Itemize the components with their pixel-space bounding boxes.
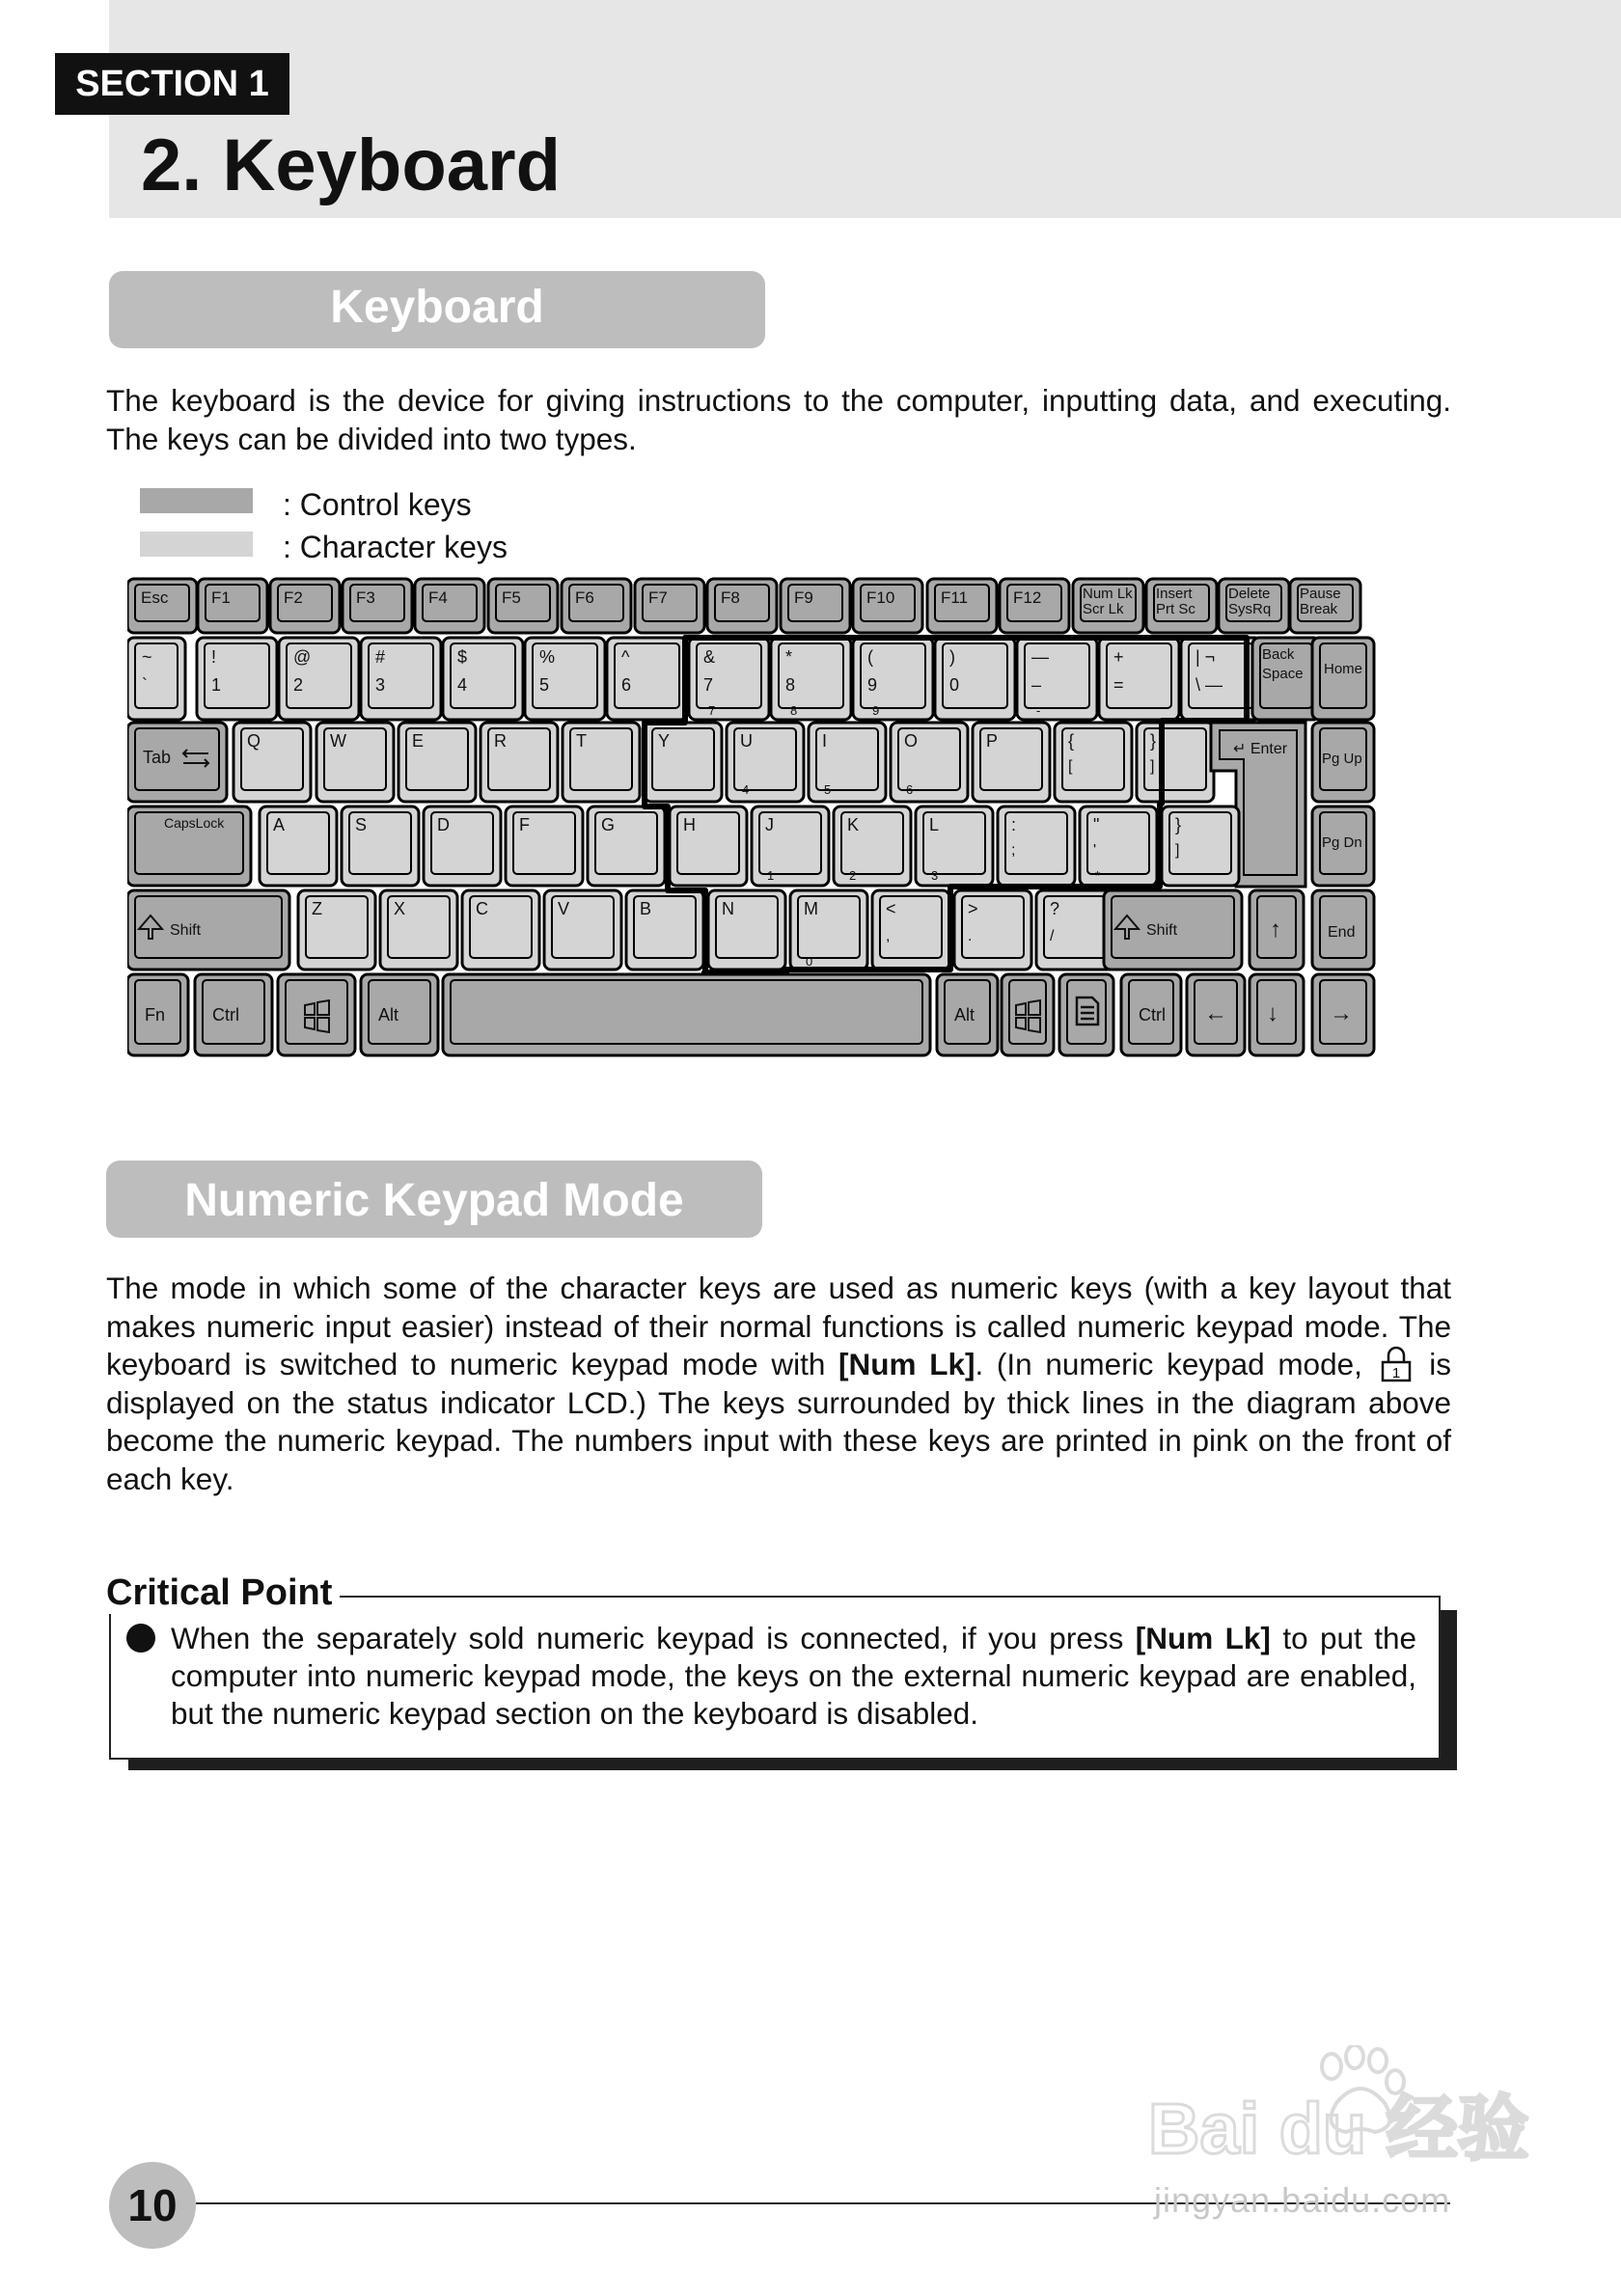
key-label: F11: [941, 588, 969, 607]
numeric-text-2: . (In numeric keypad mode,: [975, 1347, 1376, 1381]
cp-text-1: When the separately sold numeric keypad is connected, if you press: [171, 1621, 1136, 1655]
key-label-top: C: [476, 899, 488, 918]
key-label-top: X: [394, 899, 406, 918]
key-label-top: }: [1175, 815, 1182, 834]
key-2[interactable]: [279, 638, 359, 720]
key-label: Esc: [141, 588, 169, 607]
key-q[interactable]: [234, 723, 311, 802]
key-label: Home: [1324, 661, 1363, 677]
key-shift-left[interactable]: [127, 890, 289, 970]
key-f7[interactable]: [635, 579, 704, 633]
key-pause[interactable]: [1290, 579, 1360, 633]
key-label-top: E: [412, 731, 425, 751]
key-label: Pg Dn: [1322, 834, 1362, 851]
key-label-top: V: [558, 899, 570, 918]
key-label: Alt: [378, 1005, 399, 1025]
key-label: F4: [428, 588, 448, 607]
key-label: Ctrl: [212, 1005, 239, 1025]
key-pad-label: 9: [872, 703, 880, 718]
key-windows-left[interactable]: [278, 974, 355, 1055]
key-label: Fn: [145, 1005, 166, 1025]
key-label: Ctrl: [1139, 1005, 1166, 1025]
key-j[interactable]: [752, 806, 829, 886]
key-label-top: *: [785, 647, 793, 667]
key-pad-label: 8: [790, 703, 798, 718]
key-label-top: U: [740, 731, 753, 751]
key-f10[interactable]: [853, 579, 922, 633]
key-u[interactable]: [727, 723, 804, 802]
key-label-bottom: ]: [1175, 842, 1180, 859]
key-label-bottom: ]: [1150, 758, 1155, 775]
key-5[interactable]: [525, 638, 605, 720]
key-label-top: T: [576, 731, 587, 751]
key-pgup[interactable]: [1312, 723, 1374, 802]
key-label-top: @: [293, 647, 312, 667]
key-f2[interactable]: [270, 579, 340, 633]
key-label-bottom: 6: [621, 675, 632, 695]
key-f6[interactable]: [562, 579, 631, 633]
key-label: F2: [284, 588, 303, 607]
key-label: F8: [721, 588, 740, 607]
key-9[interactable]: [853, 638, 933, 720]
key-label-bottom: ': [1093, 842, 1097, 859]
key-sym[interactable]: [1017, 638, 1097, 720]
key-label-top: A: [273, 815, 286, 834]
key-label-bottom: 4: [457, 675, 468, 695]
key-pad-label: 1: [767, 868, 775, 883]
key-label-bottom: –: [1031, 675, 1042, 695]
key-t[interactable]: [563, 723, 640, 802]
key-f12[interactable]: [1000, 579, 1069, 633]
key-label-bottom: .: [968, 928, 973, 944]
key-label-bottom: 1: [211, 675, 222, 695]
numlk-key-ref: [Num Lk]: [838, 1347, 975, 1381]
key-3[interactable]: [361, 638, 441, 720]
key-label: End: [1328, 924, 1356, 941]
key-label-top: !: [211, 647, 217, 667]
section-tag: SECTION 1: [55, 53, 289, 115]
key-label: ↵ Enter: [1233, 741, 1288, 757]
key-label-top: &: [703, 647, 716, 667]
key-menu[interactable]: [1059, 974, 1113, 1055]
key-left-brace[interactable]: [1055, 723, 1132, 802]
key-label: Tab: [143, 748, 172, 767]
key-label-top: P: [986, 731, 999, 751]
key-6[interactable]: [607, 638, 687, 720]
key-label-top: {: [1068, 731, 1075, 751]
key-k[interactable]: [834, 806, 911, 886]
key-r[interactable]: [481, 723, 558, 802]
key-y[interactable]: [645, 723, 722, 802]
key-label-top: >: [968, 899, 978, 918]
key-label-top: Num Lk: [1083, 586, 1133, 602]
key-label-bottom: Break: [1300, 601, 1338, 617]
cp-text-2: to put the computer into numeric keypad mode, the keys on the external numeric keypad are enabled, but the numeric keypad section on the keyboard is disabled.: [171, 1621, 1416, 1731]
key-label-top: Q: [247, 731, 261, 751]
key-label-top: F: [519, 815, 530, 834]
key-comma[interactable]: [872, 890, 949, 970]
key-pad-label: 6: [906, 782, 914, 797]
legend-swatch-character: [140, 532, 253, 557]
key-p[interactable]: [973, 723, 1050, 802]
key-pgdn[interactable]: [1312, 806, 1374, 886]
key-insert[interactable]: [1146, 579, 1217, 633]
key-b[interactable]: [626, 890, 703, 970]
key-label: F6: [575, 588, 594, 607]
key-backtick[interactable]: [127, 638, 185, 720]
key-ctrl-left[interactable]: [195, 974, 272, 1055]
key-right-bracket[interactable]: [1162, 806, 1239, 886]
key-label-top: <: [886, 899, 896, 918]
numeric-text-1: The mode in which some of the character keys are used as numeric keys (with a key layout that makes numeric input easier) instead of their normal functions is called numeric keypad mode. The keyboard is switched to numeric keypad mode with: [106, 1271, 1451, 1381]
key-label-top: Y: [658, 731, 671, 751]
key-l[interactable]: [916, 806, 993, 886]
key-left-arrow[interactable]: [1187, 974, 1245, 1055]
key-f9[interactable]: [781, 579, 850, 633]
key-label-top: K: [847, 815, 860, 834]
key-label-top: Z: [312, 899, 322, 918]
key-label-top: :: [1011, 815, 1017, 834]
key-m[interactable]: [790, 890, 867, 970]
critical-point-title: Critical Point: [106, 1572, 340, 1614]
key-label: CapsLock: [164, 815, 225, 831]
key-label-bottom: Scr Lk: [1083, 601, 1124, 617]
key-label-top: +: [1113, 647, 1124, 667]
legend-label-character: : Character keys: [283, 530, 508, 564]
key-label: F10: [866, 588, 895, 607]
intro-paragraph: The keyboard is the device for giving instructions to the computer, inputting data, and executing. The keys can be divided into two types.: [106, 383, 1451, 456]
bullet-icon: [126, 1624, 155, 1653]
key-pad-label: *: [1095, 868, 1101, 883]
critical-point-text: [171, 1620, 1416, 1733]
key-label-top: Back: [1262, 646, 1295, 663]
numeric-text-3: is displayed on the status indicator LCD.) The keys surrounded by thick lines in the diagram above become the numeric keypad. The numbers input with these keys are printed in pink on the front of each key.: [106, 1347, 1451, 1496]
key-label-top: O: [904, 731, 919, 751]
watermark-brand: Bai du 经验: [1148, 2089, 1529, 2169]
key-label-top: —: [1031, 647, 1049, 667]
key-capslock[interactable]: [127, 806, 251, 886]
key-label-bottom: SysRq: [1228, 601, 1272, 617]
legend-label-control: : Control keys: [283, 487, 472, 522]
key-alt-right[interactable]: [937, 974, 998, 1055]
key-w[interactable]: [316, 723, 394, 802]
key-h[interactable]: [670, 806, 747, 886]
key-a[interactable]: [260, 806, 337, 886]
key-label-top: }: [1150, 731, 1157, 751]
key-label-bottom: 2: [293, 675, 304, 695]
key-f[interactable]: [506, 806, 583, 886]
key-label-top: L: [929, 815, 940, 834]
key-label: F5: [502, 588, 521, 607]
key-label-top: ": [1093, 815, 1100, 834]
key-label-bottom: \ —: [1195, 675, 1223, 695]
key-label-top: H: [683, 815, 696, 834]
key-f4[interactable]: [415, 579, 484, 633]
key-pad-label: 7: [708, 703, 716, 718]
key-label-top: Insert: [1156, 586, 1193, 602]
watermark-url: jingyan.baidu.com: [1154, 2180, 1451, 2220]
key-down-arrow[interactable]: [1250, 974, 1304, 1055]
key-label-bottom: Space: [1262, 666, 1304, 682]
key-label-bottom: 5: [539, 675, 550, 695]
key-label: Pg Up: [1322, 751, 1362, 767]
key-label-bottom: /: [1050, 928, 1055, 944]
key-f3[interactable]: [343, 579, 412, 633]
key-label-top: Delete: [1228, 586, 1271, 602]
key-label-top: (: [867, 647, 873, 667]
key-label-top: ): [949, 647, 955, 667]
key-4[interactable]: [443, 638, 523, 720]
cp-numlk-ref: [Num Lk]: [1135, 1621, 1271, 1655]
key-label-bottom: 8: [785, 675, 796, 695]
key-label: F9: [794, 588, 813, 607]
key-period[interactable]: [954, 890, 1031, 970]
key-f1[interactable]: [198, 579, 267, 633]
key-label-bottom: `: [142, 675, 148, 695]
key-f8[interactable]: [707, 579, 777, 633]
key-label-top: ?: [1050, 899, 1060, 918]
key-label-top: ~: [142, 647, 152, 667]
key-quote[interactable]: [1080, 806, 1157, 886]
key-label-bottom: 3: [375, 675, 386, 695]
key-label-top: | ¬: [1195, 647, 1216, 667]
key-label: F1: [211, 588, 231, 607]
key-label-top: W: [330, 731, 346, 751]
key-pad-label: 3: [931, 868, 939, 883]
key-label: Alt: [954, 1005, 975, 1025]
key-label-top: %: [539, 647, 556, 667]
key-pad-label: 0: [806, 954, 813, 969]
key-right-brace[interactable]: [1137, 723, 1214, 802]
key-numlk[interactable]: [1073, 579, 1143, 633]
key-e[interactable]: [398, 723, 476, 802]
key-v[interactable]: [544, 890, 621, 970]
key-label: →: [1330, 1000, 1353, 1026]
key-i[interactable]: [809, 723, 886, 802]
key-label-top: D: [437, 815, 450, 834]
key-slash[interactable]: [1036, 890, 1113, 970]
key-label-top: I: [822, 731, 828, 751]
key-label-bottom: ;: [1011, 842, 1016, 859]
key-s[interactable]: [342, 806, 419, 886]
key-label: ←: [1204, 1000, 1227, 1026]
key-f5[interactable]: [488, 579, 558, 633]
numeric-keypad-paragraph: [106, 1270, 1451, 1498]
key-fn[interactable]: [127, 974, 188, 1055]
key-sym[interactable]: [1099, 638, 1179, 720]
key-n[interactable]: [708, 890, 785, 970]
page-title: 2. Keyboard: [141, 124, 562, 206]
key-label-bottom: 7: [703, 675, 714, 695]
key-g[interactable]: [588, 806, 665, 886]
key-o[interactable]: [891, 723, 968, 802]
key-label-bottom: =: [1113, 675, 1124, 695]
key-right-arrow[interactable]: [1312, 974, 1374, 1055]
key-label-top: S: [355, 815, 368, 834]
lock-icon-digit: 1: [1391, 1365, 1400, 1381]
key-delete[interactable]: [1219, 579, 1289, 633]
page-number: 10: [109, 2162, 196, 2249]
keyboard-heading: Keyboard: [109, 271, 765, 348]
key-tab[interactable]: [127, 723, 227, 802]
key-label-top: G: [601, 815, 616, 834]
key-label-bottom: ,: [886, 928, 891, 944]
key-label-bottom: Prt Sc: [1156, 601, 1195, 617]
key-c[interactable]: [462, 890, 539, 970]
key-up-arrow[interactable]: [1250, 890, 1304, 970]
baidu-watermark-logo: [1148, 2045, 1534, 2171]
key-home[interactable]: [1312, 638, 1374, 720]
key-x[interactable]: [380, 890, 457, 970]
key-label: F3: [356, 588, 375, 607]
key-label: ↓: [1267, 1000, 1278, 1026]
key-alt-left[interactable]: [361, 974, 438, 1055]
key-pad-label: 5: [824, 782, 832, 797]
key-d[interactable]: [424, 806, 501, 886]
key-label: F12: [1013, 588, 1042, 607]
key-label-top: ^: [621, 647, 630, 667]
key-label: ↑: [1270, 916, 1281, 943]
key-label-bottom: 0: [949, 675, 960, 695]
key-f11[interactable]: [927, 579, 997, 633]
key-7[interactable]: [689, 638, 769, 720]
key-space[interactable]: [443, 974, 930, 1055]
numeric-keypad-heading: Numeric Keypad Mode: [106, 1161, 762, 1238]
key-pad-label: -: [1036, 703, 1041, 718]
key-ctrl-right[interactable]: [1121, 974, 1181, 1055]
legend-swatch-control: [140, 488, 253, 513]
key-z[interactable]: [298, 890, 375, 970]
key-label-top: $: [457, 647, 468, 667]
key-label-bottom: 9: [867, 675, 878, 695]
key-shift-right[interactable]: [1104, 890, 1242, 970]
key-windows-right[interactable]: [1002, 974, 1054, 1055]
key-esc[interactable]: [127, 579, 197, 633]
key-pad-label: 4: [742, 782, 750, 797]
key-backspace[interactable]: [1252, 638, 1320, 720]
key-0[interactable]: [935, 638, 1015, 720]
key-label-bottom: [: [1068, 758, 1073, 775]
key-label-top: J: [765, 815, 774, 834]
key-label-top: R: [494, 731, 507, 751]
key-label: F7: [648, 588, 668, 607]
key-semicolon[interactable]: [998, 806, 1075, 886]
key-label-top: M: [804, 899, 818, 918]
key-label-top: N: [722, 899, 734, 918]
key-label: Shift: [1146, 922, 1178, 939]
key-label-top: B: [640, 899, 652, 918]
key-1[interactable]: [197, 638, 277, 720]
key-pad-label: 2: [849, 868, 857, 883]
key-label-top: Pause: [1300, 586, 1341, 602]
keyboard-diagram: [127, 577, 1378, 1064]
key-end[interactable]: [1312, 890, 1374, 970]
key-8[interactable]: [771, 638, 851, 720]
key-label-top: #: [375, 647, 386, 667]
key-label: Shift: [170, 922, 202, 939]
numlock-lock-icon: [1380, 1346, 1413, 1382]
